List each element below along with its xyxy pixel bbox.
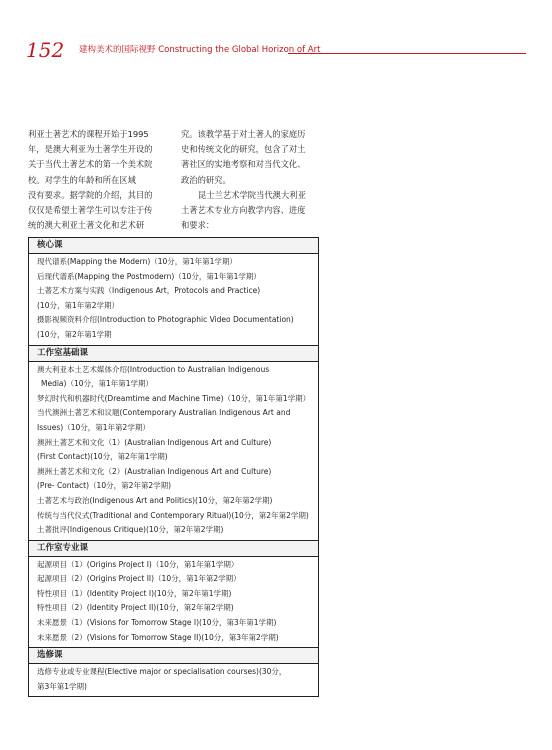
course-row: Media)（10分，第1年第1学期） [41,379,154,389]
body-line: 和要求： [181,220,215,231]
body-line: 昆士兰艺术学院当代澳大利亚 [198,189,306,200]
course-row: 特性项目（2）(Identity Project II)(10分，第2年第2学期) [37,603,234,613]
course-row: 第3年第1学期) [37,681,87,691]
course-row: (10分，第1年第2学期） [37,300,120,310]
section-body-core [29,254,318,345]
body-line: 没有要求。据学院的介绍，其目的 [28,189,153,200]
course-row: 传统与当代仪式(Traditional and Contemporary Ritual)(10分，第2年第2学期) [37,510,309,520]
course-row: 土著艺术与政治(Indigenous Art and Politics)(10分，第2年第2学期) [37,495,273,505]
body-line: 利亚土著艺术的课程开始于1995 [28,129,149,139]
page-number: 152 [26,38,65,62]
header-rule [288,53,526,54]
body-line: 关于当代土著艺术的第一个美术院 [28,159,153,170]
course-row: (First Contact)(10分，第2年第1学期) [37,452,168,462]
course-row: 土著批评(Indigenous Critique)(10分，第2年第2学期) [37,525,224,535]
body-line: 政治的研究。 [181,174,231,185]
running-title: 建构美术的国际视野 Constructing the Global Horizon of Art [79,45,321,55]
section-title-studio-major: 工作室专业课 [29,540,318,557]
course-row: 起源项目（1）(Origins Project I)（10分，第1年第1学期） [37,559,239,569]
course-row: Issues)（10分，第1年第2学期） [37,422,150,432]
course-row: 梦幻时代和机器时代(Dreamtime and Machine Time)（10分，第1年第1学期） [37,393,311,403]
course-row: 未来愿景（1）(Visions for Tomorrow Stage I)(10分，第3年第1学期) [37,618,277,628]
course-row: 当代澳洲土著艺术和议题(Contemporary Australian Indigenous Art and [37,408,291,418]
course-row: 特性项目（1）(Identity Project I)(10分，第2年第1学期) [37,588,232,598]
body-line: 史和传统文化的研究，包含了对土 [181,144,306,155]
section-body-studio-major [29,557,318,648]
course-row: 土著艺术方案与实践（Indigenous Art，Protocols and Practice) [37,286,261,296]
section-body-electives [29,664,318,696]
course-row: 现代谱系(Mapping the Modern)（10分，第1年第1学期） [37,257,237,266]
section-title-studio-foundation: 工作室基础课 [29,345,318,362]
course-row: 澳洲土著艺术和文化（2）(Australian Indigenous Art and Culture) [37,466,272,476]
body-column-left [28,127,160,233]
course-row: (Pre- Contact)（10分，第2年第2学期) [37,481,172,491]
body-line: 年，是澳大利亚为土著学生开设的 [28,144,153,155]
curriculum-table [28,237,319,697]
course-row: 选修专业或专业课程(Elective major or specialisation courses)(30分， [37,667,287,677]
body-column-right [181,127,315,233]
body-line: 究。该教学基于对土著人的家庭历 [181,129,306,139]
body-line: 仅仅是希望土著学生可以专注于传 [28,205,153,216]
course-row: 摄影视频资料介绍(Introduction to Photographic Video Documentation) [37,315,294,325]
course-row: 起源项目（2）(Origins Project II)（10分，第1年第2学期） [37,574,241,584]
section-body-studio-foundation [29,362,318,540]
course-row: 未来愿景（2）(Visions for Tomorrow Stage II)(10分，第3年第2学期) [37,632,279,642]
course-row: 后现代谱系(Mapping the Postmodern)（10分，第1年第1学期） [37,271,261,281]
body-line: 著社区的实地考察和对当代文化、 [181,159,306,170]
body-line: 土著艺术专业方向教学内容、进度 [181,205,306,216]
course-row: (10分，第2年第1学期 [37,329,112,339]
body-line: 统的澳大利亚土著文化和艺术研 [28,220,145,231]
page-header [26,38,526,62]
course-row: 澳洲土著艺术和文化（1）(Australian Indigenous Art and Culture) [37,437,272,447]
course-row: 澳大利亚本土艺术媒体介绍(Introduction to Australian Indigenous [37,364,270,374]
section-title-electives: 选修课 [29,647,318,664]
section-title-core: 核心课 [29,238,318,254]
body-line: 校。对学生的年龄和所在区域 [28,174,136,185]
